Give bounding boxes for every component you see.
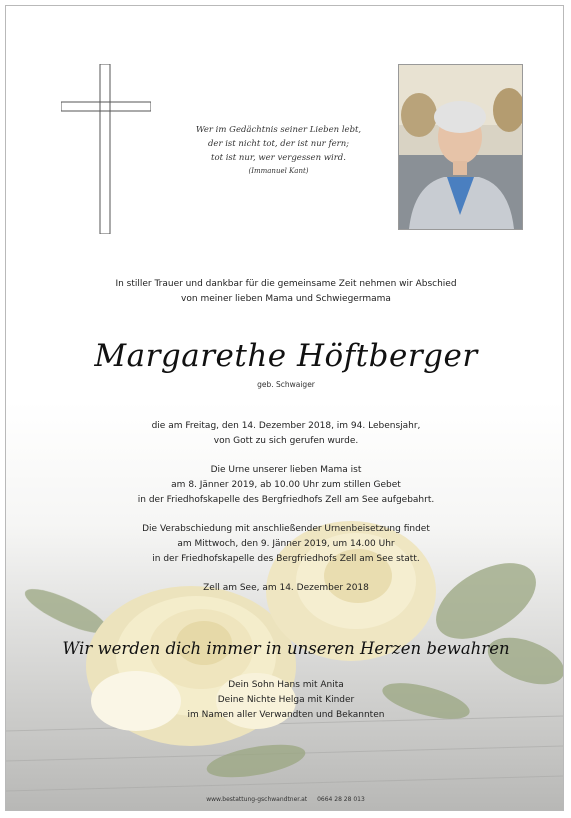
maiden-name: geb. Schwaiger: [257, 380, 315, 389]
mourners: [66, 678, 506, 723]
footer-phone: 0664 28 28 013: [317, 796, 365, 803]
footer-website: www.bestattung-gschwandtner.at: [206, 796, 308, 803]
footer: [0, 796, 571, 803]
mourner-line: Dein Sohn Hans mit Anita: [228, 680, 344, 690]
urn-line: am 8. Jänner 2019, ab 10.00 Uhr zum stillen Gebet: [171, 480, 401, 490]
deceased-name: Margarethe Höftberger: [94, 338, 478, 374]
farewell-notice: [66, 522, 506, 567]
cross-icon: [61, 64, 151, 234]
urn-line: Die Urne unserer lieben Mama ist: [210, 465, 362, 475]
mourner-line: Deine Nichte Helga mit Kinder: [217, 695, 355, 705]
memorial-quote: [171, 123, 386, 177]
obituary-card: [5, 5, 564, 811]
quote-line: der ist nicht tot, der ist nur fern;: [207, 139, 350, 149]
urn-line: in der Friedhofskapelle des Bergfriedhofs Zell am See aufgebahrt.: [137, 495, 435, 505]
mourner-line: im Namen aller Verwandten und Bekannten: [187, 710, 385, 720]
farewell-line: am Mittwoch, den 9. Jänner 2019, um 14.00 Uhr: [177, 539, 395, 549]
death-line: die am Freitag, den 14. Dezember 2018, im 94. Lebensjahr,: [151, 421, 421, 431]
death-line: von Gott zu sich gerufen wurde.: [213, 436, 359, 446]
farewell-line: Die Verabschiedung mit anschließender Urnenbeisetzung findet: [142, 524, 430, 534]
quote-author: (Immanuel Kant): [248, 167, 309, 175]
place-date: Zell am See, am 14. Dezember 2018: [203, 583, 369, 593]
quote-line: Wer im Gedächtnis seiner Lieben lebt,: [195, 125, 362, 135]
intro-line: In stiller Trauer und dankbar für die gemeinsame Zeit nehmen wir Abschied: [115, 279, 457, 289]
intro-line: von meiner lieben Mama und Schwiegermama: [181, 294, 391, 304]
intro-text: [66, 277, 506, 307]
portrait-photo: [398, 64, 523, 230]
quote-line: tot ist nur, wer vergessen wird.: [211, 153, 346, 163]
farewell-line: in der Friedhofskapelle des Bergfriedhofs Zell am See statt.: [152, 554, 420, 564]
death-notice: [66, 419, 506, 449]
memorial-motto: Wir werden dich immer in unseren Herzen bewahren: [62, 639, 510, 658]
urn-notice: [66, 463, 506, 508]
